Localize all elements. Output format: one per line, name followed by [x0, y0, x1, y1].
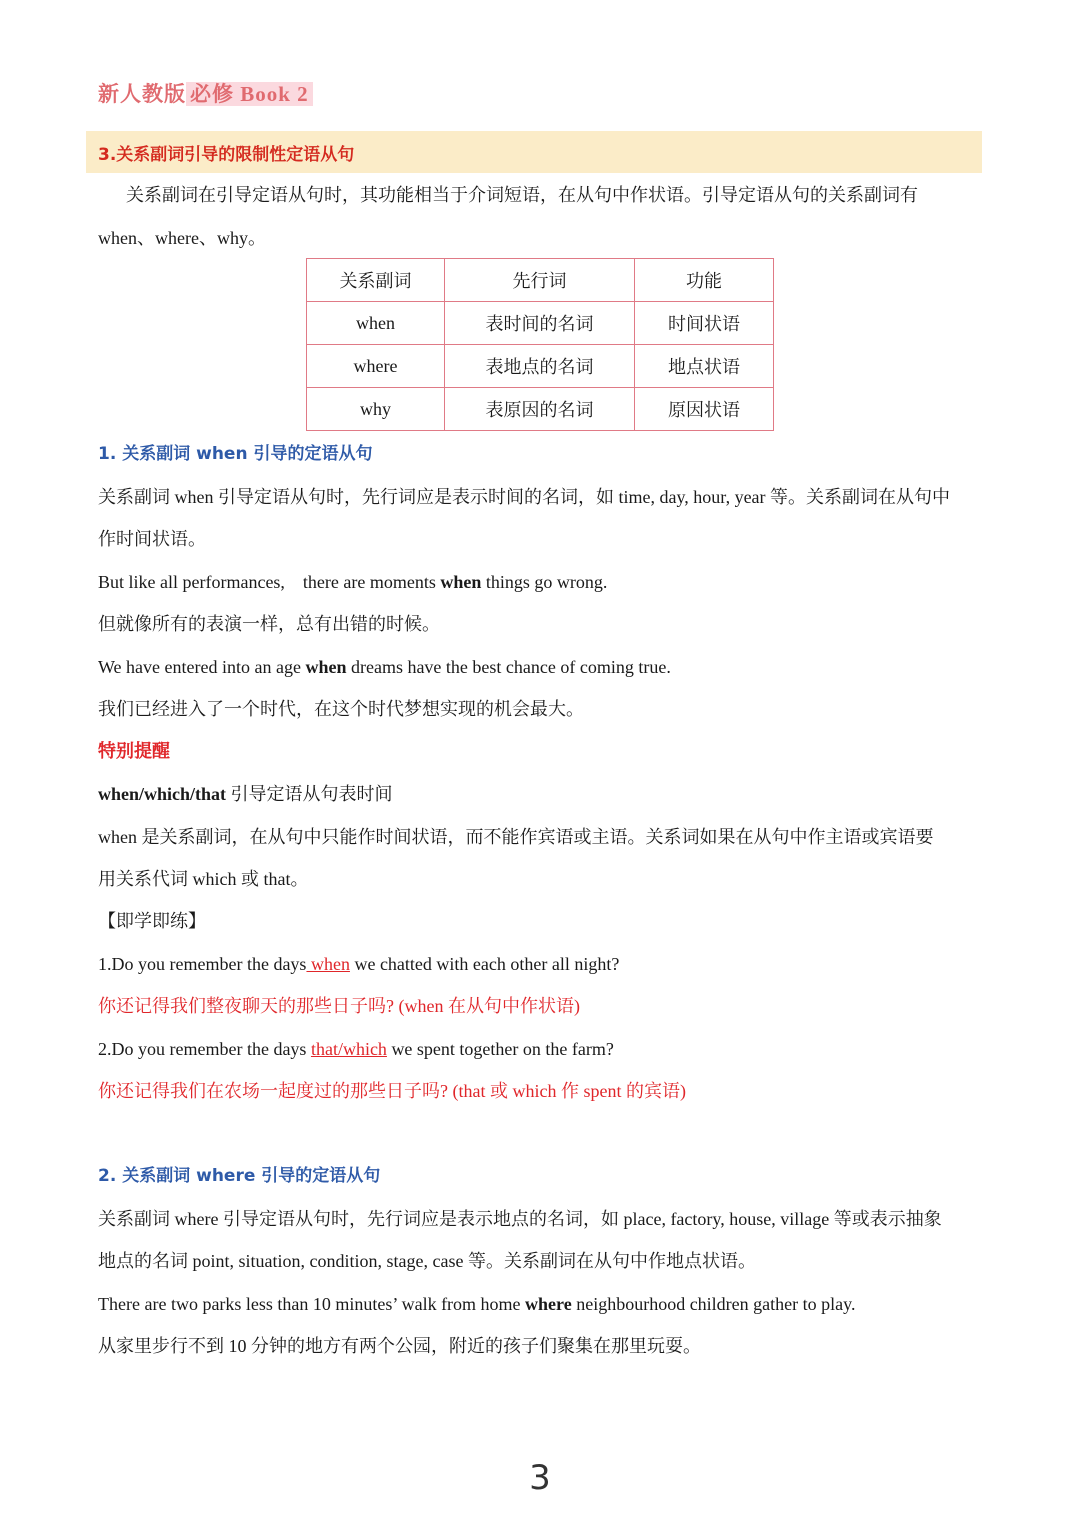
question-text: 1.Do you remember the days — [98, 954, 307, 974]
table-row — [307, 345, 774, 388]
practice-answer-2: 你还记得我们在农场一起度过的那些日子吗? (that 或 which 作 spent 的宾语) — [98, 1081, 686, 1101]
when-desc-line-1: 关系副词 when 引导定语从句时，先行词应是表示时间的名词，如 time, day, hour, year 等。关系副词在从句中 — [98, 487, 951, 507]
when-section-heading: 1. 关系副词 when 引导的定语从句 — [98, 444, 373, 464]
example-text: We have entered into an age — [98, 657, 306, 677]
table-header-row — [307, 259, 774, 302]
question-text: 2.Do you remember the days — [98, 1039, 311, 1059]
example-keyword: when — [440, 572, 482, 592]
reminder-line-2: when 是关系副词，在从句中只能作时间状语，而不能作宾语或主语。关系词如果在从句中作主语或宾语要 — [98, 827, 934, 847]
reminder-text: 引导定语从句表时间 — [226, 784, 393, 804]
where-desc-line-1: 关系副词 where 引导定语从句时，先行词应是表示地点的名词，如 place, factory, house, village 等或表示抽象 — [98, 1209, 942, 1229]
table-cell: 表时间的名词 — [445, 302, 635, 345]
when-desc-line-2: 作时间状语。 — [98, 529, 206, 549]
answer-blank: that/which — [310, 1039, 387, 1059]
when-example-1-translation: 但就像所有的表演一样，总有出错的时候。 — [98, 614, 440, 634]
section-title-bar — [86, 131, 982, 173]
table-cell: 表原因的名词 — [445, 388, 635, 431]
example-text: There are two parks less than 10 minutes’ walk from home — [98, 1294, 526, 1314]
table-row — [307, 302, 774, 345]
example-text: things go wrong. — [481, 572, 608, 592]
practice-answer-1: 你还记得我们整夜聊天的那些日子吗? (when 在从句中作状语) — [98, 996, 580, 1016]
example-text: dreams have the best chance of coming true. — [346, 657, 671, 677]
when-example-1 — [98, 569, 607, 595]
table-row — [307, 388, 774, 431]
page-number: 3 — [529, 1458, 551, 1498]
answer-blank: when — [306, 954, 350, 974]
table-cell: why — [307, 388, 445, 431]
question-text: we chatted with each other all night? — [349, 954, 620, 974]
intro-line-1: 关系副词在引导定语从句时，其功能相当于介词短语，在从句中作状语。引导定语从句的关系副词有 — [126, 185, 918, 205]
example-text: neighbourhood children gather to play. — [571, 1294, 856, 1314]
practice-question-1 — [98, 951, 619, 977]
question-text: we spent together on the farm? — [386, 1039, 614, 1059]
section-title: 3.关系副词引导的限制性定语从句 — [98, 145, 355, 165]
relative-adverb-table — [306, 258, 774, 431]
table-cell: when — [307, 302, 445, 345]
where-desc-line-2: 地点的名词 point, situation, condition, stage, case 等。关系副词在从句中作地点状语。 — [98, 1251, 756, 1271]
book-header-tag — [98, 80, 313, 108]
table-header-cell: 功能 — [635, 259, 774, 302]
table-cell: 原因状语 — [635, 388, 774, 431]
example-keyword: when — [305, 657, 347, 677]
example-keyword: where — [525, 1294, 572, 1314]
header-tag-part1: 新人教版 — [98, 82, 186, 106]
table-cell: 地点状语 — [635, 345, 774, 388]
when-example-2-translation: 我们已经进入了一个时代，在这个时代梦想实现的机会最大。 — [98, 699, 584, 719]
practice-title: 【即学即练】 — [98, 911, 206, 931]
header-tag-part2: 必修 Book 2 — [186, 82, 313, 106]
table-header-cell: 先行词 — [445, 259, 635, 302]
when-example-2 — [98, 654, 671, 680]
where-example-1-translation: 从家里步行不到 10 分钟的地方有两个公园，附近的孩子们聚集在那里玩耍。 — [98, 1336, 701, 1356]
table-cell: 表地点的名词 — [445, 345, 635, 388]
table-header-cell: 关系副词 — [307, 259, 445, 302]
example-text: But like all performances, there are moments — [98, 572, 441, 592]
table-cell: 时间状语 — [635, 302, 774, 345]
where-section-heading: 2. 关系副词 where 引导的定语从句 — [98, 1166, 381, 1186]
practice-question-2 — [98, 1036, 614, 1062]
reminder-line-3: 用关系代词 which 或 that。 — [98, 869, 309, 889]
intro-line-2: when、where、why。 — [98, 228, 266, 248]
reminder-line-1 — [98, 781, 393, 807]
where-example-1 — [98, 1291, 855, 1317]
reminder-keyword: when/which/that — [98, 784, 227, 804]
reminder-title: 特别提醒 — [98, 741, 170, 762]
table-cell: where — [307, 345, 445, 388]
